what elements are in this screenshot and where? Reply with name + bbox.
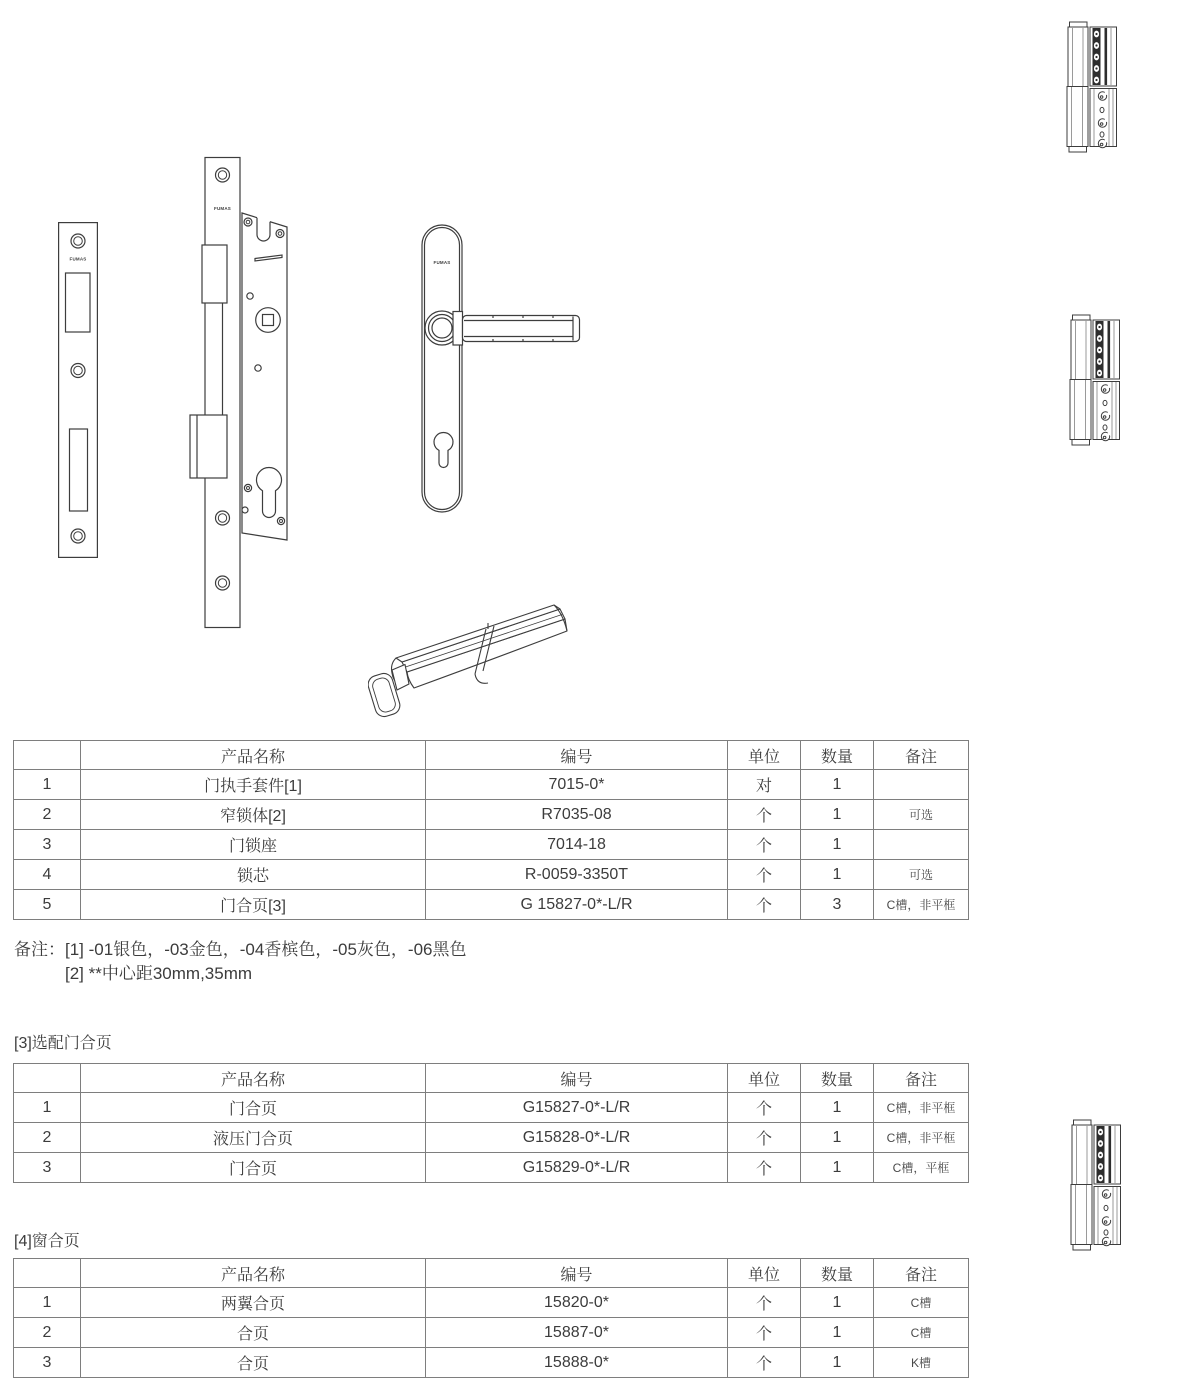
table-cell: 个 [728, 1318, 801, 1348]
table-cell: 个 [728, 1288, 801, 1318]
table-cell: 个 [728, 1123, 801, 1153]
table-cell: 个 [728, 830, 801, 860]
handle-drawing [417, 220, 587, 520]
section-title-window-hinges: [4]窗合页 [14, 1233, 80, 1250]
table-row [14, 1123, 969, 1153]
column-header: 备注 [874, 741, 969, 770]
table-header-row [14, 1064, 969, 1093]
latch-bolt [202, 245, 227, 303]
table-cell: G15828-0*-L/R [426, 1123, 728, 1153]
section-title-door-hinges: [3]选配门合页 [14, 1035, 112, 1052]
table-cell: 1 [801, 1318, 874, 1348]
table-cell: 个 [728, 860, 801, 890]
column-header: 编号 [426, 1259, 728, 1288]
table-cell: 合页 [81, 1348, 426, 1378]
column-header: 单位 [728, 741, 801, 770]
latch-cutout [66, 273, 91, 332]
door-hinge-drawing-3 [1070, 1118, 1123, 1254]
table-cell [874, 770, 969, 800]
table-row [14, 1348, 969, 1378]
table-cell: 7014-18 [426, 830, 728, 860]
note-label: 备注： [14, 940, 65, 959]
door-hinge-drawing-2 [1069, 313, 1122, 449]
table-cell: 4 [14, 860, 81, 890]
column-header: 编号 [426, 1064, 728, 1093]
lever-handle [463, 316, 580, 342]
table-row [14, 1153, 969, 1183]
window-hinges-table [13, 1258, 969, 1378]
table-cell: 门执手套件[1] [81, 770, 426, 800]
table-cell: 锁芯 [81, 860, 426, 890]
column-header: 产品名称 [81, 1259, 426, 1288]
column-header: 备注 [874, 1259, 969, 1288]
notes-block [14, 938, 466, 986]
table-cell: C槽，非平框 [874, 1093, 969, 1123]
table-cell: 个 [728, 1348, 801, 1378]
table-cell: C槽，平框 [874, 1153, 969, 1183]
table-row [14, 890, 969, 920]
table-cell: G15829-0*-L/R [426, 1153, 728, 1183]
table-cell: 1 [801, 1288, 874, 1318]
table-cell: 1 [801, 1153, 874, 1183]
handle-backplate [422, 225, 462, 512]
table-row [14, 770, 969, 800]
column-header: 数量 [801, 1259, 874, 1288]
table-cell: 门合页 [81, 1153, 426, 1183]
table-cell: 15888-0* [426, 1348, 728, 1378]
bolt-cutout [70, 429, 88, 511]
note-line-2: [2] **中心距30mm,35mm [65, 964, 253, 983]
note-line-1 [14, 938, 466, 962]
column-header: 数量 [801, 1064, 874, 1093]
table-cell: G 15827-0*-L/R [426, 890, 728, 920]
table-cell: R7035-08 [426, 800, 728, 830]
table-header-row [14, 1259, 969, 1288]
table-cell: 2 [14, 1318, 81, 1348]
table-cell: 3 [14, 830, 81, 860]
brand-logo: FUMAS [69, 256, 87, 262]
door-hinges-table [13, 1063, 969, 1183]
table-cell: 1 [801, 1348, 874, 1378]
table-cell: 15887-0* [426, 1318, 728, 1348]
table-cell: 窄锁体[2] [81, 800, 426, 830]
table-cell: 合页 [81, 1318, 426, 1348]
table-cell [874, 830, 969, 860]
column-header: 单位 [728, 1259, 801, 1288]
table-cell: 个 [728, 800, 801, 830]
column-header [14, 1064, 81, 1093]
table-cell: 个 [728, 1153, 801, 1183]
brand-logo: FUMAS [433, 260, 451, 265]
column-header [14, 1259, 81, 1288]
table-cell: C槽，非平框 [874, 890, 969, 920]
table-cell: 门合页[3] [81, 890, 426, 920]
door-hinge-drawing-1 [1066, 20, 1119, 156]
table-cell: C槽 [874, 1318, 969, 1348]
table-cell: 1 [14, 1288, 81, 1318]
table-cell: R-0059-3350T [426, 860, 728, 890]
table-cell: 1 [801, 770, 874, 800]
table-cell: 3 [14, 1153, 81, 1183]
main-parts-table [13, 740, 969, 920]
table-cell: C槽 [874, 1288, 969, 1318]
table-row [14, 800, 969, 830]
table-cell: 个 [728, 1093, 801, 1123]
table-cell: 3 [14, 1348, 81, 1378]
table-cell: C槽，非平框 [874, 1123, 969, 1153]
strike-plate-drawing [58, 222, 98, 558]
column-header: 备注 [874, 1064, 969, 1093]
table-row [14, 1093, 969, 1123]
table-row [14, 1288, 969, 1318]
table-cell: 7015-0* [426, 770, 728, 800]
table-cell: 个 [728, 890, 801, 920]
brand-logo: FUMAS [214, 206, 231, 211]
table-cell: 1 [801, 1123, 874, 1153]
column-header: 产品名称 [81, 1064, 426, 1093]
table-cell: G15827-0*-L/R [426, 1093, 728, 1123]
table-cell: 5 [14, 890, 81, 920]
column-header: 数量 [801, 741, 874, 770]
table-cell: 3 [801, 890, 874, 920]
table-header-row [14, 741, 969, 770]
table-cell: 对 [728, 770, 801, 800]
table-cell: 可选 [874, 860, 969, 890]
table-row [14, 830, 969, 860]
column-header [14, 741, 81, 770]
table-cell: 2 [14, 1123, 81, 1153]
table-cell: 液压门合页 [81, 1123, 426, 1153]
table-cell: 1 [801, 860, 874, 890]
column-header: 产品名称 [81, 741, 426, 770]
table-cell: 1 [14, 770, 81, 800]
table-cell: 1 [14, 1093, 81, 1123]
table-cell: 两翼合页 [81, 1288, 426, 1318]
table-cell: 1 [801, 1093, 874, 1123]
table-cell: 2 [14, 800, 81, 830]
table-cell: 可选 [874, 800, 969, 830]
table-cell: 1 [801, 830, 874, 860]
cylinder-drawing [368, 598, 580, 718]
table-row [14, 1318, 969, 1348]
column-header: 编号 [426, 741, 728, 770]
table-cell: 门合页 [81, 1093, 426, 1123]
table-cell: 15820-0* [426, 1288, 728, 1318]
table-cell: K槽 [874, 1348, 969, 1378]
table-row [14, 860, 969, 890]
table-cell: 1 [801, 800, 874, 830]
lock-body-drawing [188, 155, 293, 630]
table-cell: 门锁座 [81, 830, 426, 860]
dead-bolt [190, 415, 227, 478]
note-text: [1] -01银色，-03金色，-04香槟色，-05灰色，-06黑色 [65, 940, 467, 959]
column-header: 单位 [728, 1064, 801, 1093]
